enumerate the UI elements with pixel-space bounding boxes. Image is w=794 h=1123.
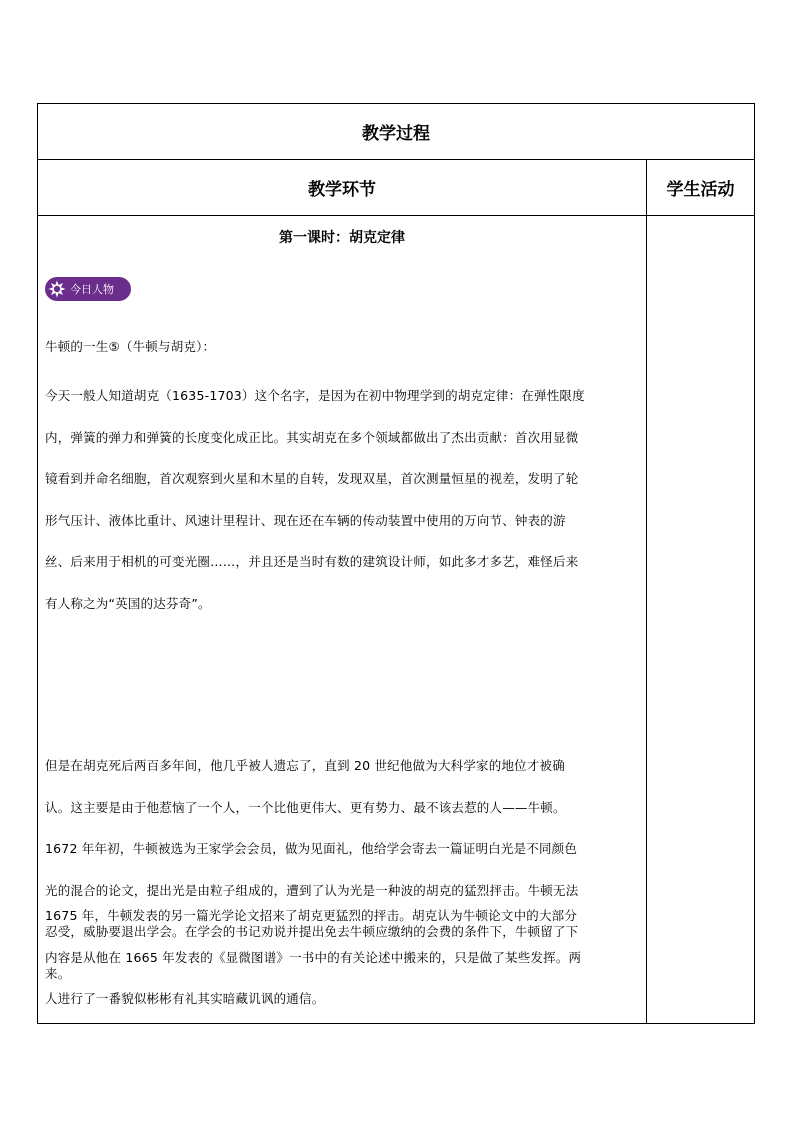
paragraph-3	[45, 895, 635, 1020]
text-line: 1672 年年初，牛顿被选为王家学会会员，做为见面礼，他给学会寄去一篇证明白光是不同颜色	[45, 841, 578, 856]
text-line: 内，弹簧的弹力和弹簧的长度变化成正比。其实胡克在多个领域都做出了杰出贡献：首次用显微	[45, 429, 579, 445]
text-line: 光的混合的论文，提出光是由粒子组成的，遭到了认为光是一种波的胡克的猛烈抨击。牛顿无法	[45, 882, 579, 898]
column-header-teaching-step: 教学环节	[308, 179, 376, 200]
paragraph-1	[45, 375, 635, 624]
text-line: 忍受，威胁要退出学会。在学会的书记劝说并提出免去牛顿应缴纳的会费的条件下，牛顿留了下	[45, 924, 579, 939]
text-line: 内容是从他在 1665 年发表的《显微图谱》一书中的有关论述中搬来的，只是做了某些发挥。两	[45, 949, 582, 965]
text-line: 来。	[45, 965, 71, 981]
text-line: 人进行了一番貌似彬彬有礼其实暗藏讥讽的通信。	[45, 991, 325, 1006]
text-line: 形气压计、液体比重计、风速计里程计、现在还在车辆的传动装置中使用的万向节、钟表的游	[45, 512, 566, 528]
lesson-title: 第一课时：胡克定律	[279, 230, 405, 246]
intro-line	[45, 333, 635, 361]
teaching-content-cell	[38, 215, 646, 1023]
badge-label: 今日人物	[70, 283, 114, 296]
intro-text: 牛顿的一生⑤（牛顿与胡克）：	[45, 339, 216, 354]
text-line: 镜看到并命名细胞，首次观察到火星和木星的自转，发现双星，首次测量恒星的视差，发明了轮	[45, 471, 579, 486]
text-line: 今天一般人知道胡克（1635-1703）这个名字，是因为在初中物理学到的胡克定律：在弹性限度	[45, 388, 585, 403]
text-line: 丝、后来用于相机的可变光圈……，并且还是当时有数的建筑设计师，如此多才多艺，难怪后来	[45, 554, 579, 569]
star-burst-icon	[47, 279, 67, 299]
today-person-badge	[45, 277, 131, 301]
column-divider	[646, 159, 647, 1023]
text-line: 有人称之为“英国的达芬奇”。	[45, 595, 211, 611]
teaching-process-table	[37, 103, 755, 1024]
column-header-student-activity: 学生活动	[666, 179, 735, 200]
text-line: 1675 年，牛顿发表的另一篇光学论文招来了胡克更猛烈的抨击。胡克认为牛顿论文中的大部分	[45, 908, 578, 923]
text-line: 但是在胡克死后两百多年间，他几乎被人遗忘了，直到 20 世纪他做为大科学家的地位才被确	[45, 758, 565, 773]
text-line: 认。这主要是由于他惹恼了一个人，一个比他更伟大、更有势力、最不该去惹的人——牛顿。	[45, 799, 566, 815]
table-title: 教学过程	[38, 104, 754, 160]
